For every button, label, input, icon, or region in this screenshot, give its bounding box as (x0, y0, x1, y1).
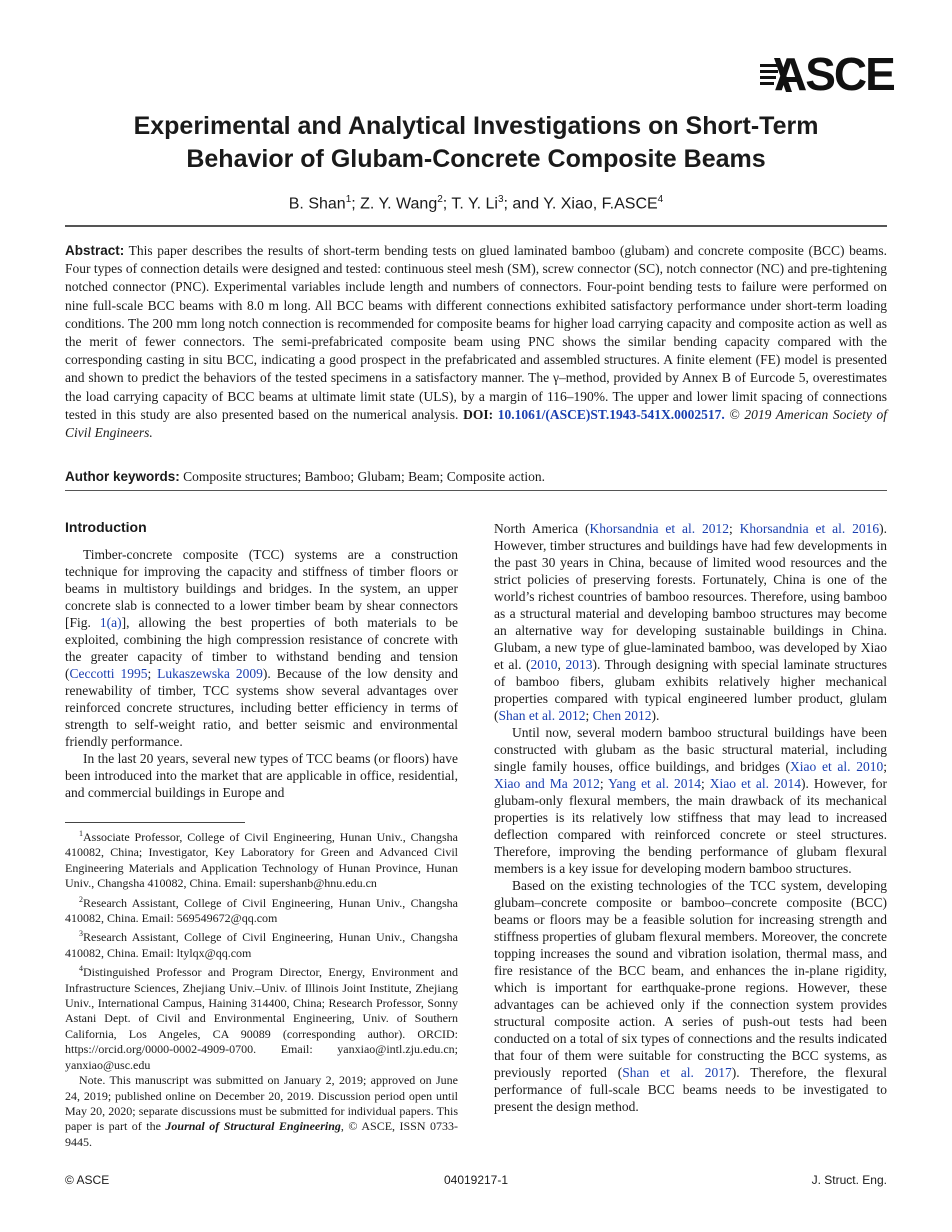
text-run: North America ( (494, 521, 590, 536)
citation-link[interactable]: 2013 (565, 657, 593, 672)
keywords-label: Author keywords: (65, 469, 180, 484)
author-3-affil: 3 (497, 194, 504, 205)
text-run: Based on the existing technologies of the TCC system, developing glubam–concrete composite or bamboo–concrete composite (BCC) beams or floors may be a feasible solution for increasing strength and stiffness properties of glubam flexural members. Moreover, the concrete topping increases the sound and vibration isolation, thermal mass, and fire resistance of the BCC beam, and enhances the in-plane rigidity, which is important for earthquake-prone regions. However, these advantages can be achieved only if the connection system provides structural composite action. A series of push-out tests had been conducted on a total of six types of connections and the results indicated that four of them were suitable for constructing the BCC systems, as previously reported ( (494, 878, 887, 1080)
citation-link[interactable]: Lukaszewska 2009 (157, 666, 263, 681)
footnote-1 (65, 826, 458, 892)
citation-link[interactable]: Shan et al. 2012 (498, 708, 586, 723)
footnote-2 (65, 892, 458, 927)
abstract-bottom-rule (65, 490, 887, 491)
footnote-rule (65, 822, 245, 823)
text-run: ; (883, 759, 887, 774)
doi-label: DOI: (458, 406, 494, 422)
text-run: ; (585, 708, 593, 723)
footnote-text: Distinguished Professor and Program Director, Energy, Environment and Infrastructure Sciences, Zhejiang Univ.–Univ. of Illinois Joint Institute, Zhejiang Univ., International Campus, Haining 314400, China; Research Professor, Sonny Astani Dept. of Civil and Environmental Engineering, Univ. of Southern California, Los Angeles, CA 90089 (corresponding author). ORCID: https://orcid.org/0000-0002-4909-0700. Email: yanxiao@intl.zju.edu.cn; yanxiao@usc.edu (65, 965, 458, 1072)
text-run: ). (651, 708, 660, 723)
author-4: ; and Y. Xiao, F.ASCE (503, 195, 658, 213)
text-run: ). Because of the low density and renewability of timber, TCC systems show several advantages over reinforced concrete structures, including better efficiency in terms of strength to self-weight ratio, and better seismic and environmental friendly performance. (65, 666, 458, 749)
footnotes (65, 826, 458, 1150)
note-text: , © ASCE, ISSN 0733-9445. (65, 1119, 458, 1149)
footnote-text: Research Assistant, College of Civil Engineering, Hunan Univ., Changsha 410082, China. Email: ltylqx@qq.com (65, 930, 458, 960)
footnote-text: Research Assistant, College of Civil Engineering, Hunan Univ., Changsha 410082, China. Email: 569549672@qq.com (65, 895, 458, 926)
note-text: Note. This manuscript was submitted on January 2, 2019; approved on June 24, 2019; published online on December 20, 2019. Discussion period open until May 20, 2020; separate discussions must be submitted for individual papers. This paper is part of the (65, 1073, 458, 1134)
author-list (40, 190, 912, 214)
right-column (494, 520, 887, 1115)
text-run: ; (729, 521, 740, 536)
author-3: ; T. Y. Li (442, 195, 498, 213)
citation-link[interactable]: Khorsandnia et al. 2016 (739, 521, 880, 536)
footnote-4 (65, 961, 458, 1073)
citation-link[interactable]: Xiao et al. 2010 (790, 759, 884, 774)
footnote-marker: 2 (79, 894, 83, 904)
text-run: ). However, timber structures and buildings have had few developments in the past 30 years in China, because of limited wood resources and the strict policies of preserving forests. Fortunately, China is one of the world’s richest countries of bamboo resources. Therefore, using bamboo as a structural material and developing bamboo structures may become an alternative way for developing sustainable buildings in China. Glubam, a new type of glue-laminated bamboo, was developed by Xiao et al. ( (494, 521, 888, 672)
citation-link[interactable]: Xiao and Ma 2012 (494, 776, 600, 791)
text-run: ). However, for glubam-only flexural members, the main drawback of its mechanical properties is its relatively low stiffness that may lead to increased deflection compared with reinforced concrete or steel structures. Therefore, improving the bending performance of glubam flexural members is a key issue for developing modern bamboo structures. (494, 776, 888, 876)
footer-page-id: 04019217-1 (443, 1173, 509, 1187)
abstract-top-rule (65, 225, 887, 227)
footnote-3 (65, 926, 458, 961)
right-paragraph-2 (494, 724, 887, 877)
text-run: Until now, several modern bamboo structural buildings have been constructed with glubam as the basic structural material, including single family houses, office buildings, and bridges ( (494, 725, 887, 774)
author-keywords (65, 468, 887, 486)
text-run: ; (599, 776, 609, 791)
intro-paragraph-1 (65, 546, 458, 750)
title-line-1: Experimental and Analytical Investigations on Short-Term (133, 112, 819, 140)
citation-link[interactable]: Shan et al. 2017 (622, 1065, 732, 1080)
journal-name: Journal of Structural Engineering (165, 1119, 341, 1134)
text-run: ; (147, 666, 158, 681)
text-run: ). Therefore, the flexural performance of full-scale BCC beams needs to be investigated to present the design method. (494, 1065, 887, 1114)
section-heading-introduction: Introduction (65, 519, 147, 535)
figure-link[interactable]: 1(a) (99, 615, 122, 630)
asce-logo (760, 48, 894, 100)
citation-link[interactable]: Xiao et al. 2014 (709, 776, 802, 791)
intro-paragraph-2: In the last 20 years, several new types of TCC beams (or floors) have been introduced into the market that are applicable in office, residential, and commercial buildings in Europe and (65, 751, 458, 800)
footnote-marker: 4 (79, 964, 83, 974)
citation-link[interactable]: Khorsandnia et al. 2012 (589, 521, 729, 536)
keywords-text: Composite structures; Bamboo; Glubam; Beam; Composite action. (179, 469, 545, 484)
author-2-affil: 2 (437, 194, 443, 205)
footnote-marker: 3 (79, 929, 83, 939)
citation-link[interactable]: 2010 (530, 657, 558, 672)
right-paragraph-1 (494, 520, 887, 724)
asce-logo-text: ASCE (774, 48, 894, 100)
text-run: , (557, 657, 566, 672)
abstract-body: This paper describes the results of short-term bending tests on glued laminated bamboo (glubam) and concrete composite (BCC) beams. Four types of connection details were designed and tested: continuous steel mesh (SM), screw connector (SC), notch connector (NC) and pre-tightening notched connector (PNC). Experimental variables include length and numbers of connectors. Four-point bending tests to failure were performed on nine full-scale BCC beams with 8.0 m long. All BCC beams with different connections exhibited satisfactory performance under short-term loading conditions. The 200 mm long notch connection is recommended for composite beams for higher load carrying capacity and composite action as well as the merit of fewer connectors. The semi-prefabricated composite beam using PNC shows the similar bending capacity compared with the corresponding casting in situ BCC, indicating a good prospect in the prefabricated and assembled structures. A finite element (FE) model is presented and shown to predict the behaviors of the tested specimens in a satisfactory manner. The γ–method, provided by Annex B of Eurcode 5, overestimates the load carrying capacity of BCC beams at ultimate limit state (ULS), by a margin of 116–190%. The upper and lower limit spacing of connections tested in this study are also presented based on the numerical analysis. (65, 243, 887, 422)
footnote-text: Associate Professor, College of Civil Engineering, Hunan Univ., Changsha 410082, China; Investigator, Key Laboratory for Green and Advanced Civil Engineering Materials and Application Technology of Hunan Province, Hunan Univ., Changsha 410082, China. Email: supershanb@hnu.edu.cn (65, 830, 458, 891)
author-2: ; Z. Y. Wang (351, 195, 438, 213)
citation-link[interactable]: Chen 2012 (592, 708, 652, 723)
citation-link[interactable]: Yang et al. 2014 (608, 776, 701, 791)
author-1-affil: 1 (345, 194, 352, 205)
footer-journal: J. Struct. Eng. (811, 1173, 887, 1187)
title-line-2: Behavior of Glubam-Concrete Composite Beams (186, 145, 766, 173)
abstract-label: Abstract: (65, 243, 125, 258)
abstract (65, 242, 887, 442)
citation-link[interactable]: Ceccotti 1995 (69, 666, 148, 681)
text-run: ; (701, 776, 710, 791)
doi-link[interactable]: 10.1061/(ASCE)ST.1943-541X.0002517. (493, 406, 725, 422)
author-4-affil: 4 (657, 194, 664, 205)
author-1: B. Shan (288, 195, 346, 213)
text-run: Timber-concrete composite (TCC) systems are a construction technique for improving the capacity and stiffness of timber floors or beams in multistory buildings and bridges. In the system, an upper concrete slab is connected to a lower timber beam by shear connectors [Fig. (65, 547, 458, 630)
left-column (65, 518, 458, 801)
text-run: ). Through designing with special laminate structures of bamboo fibers, glubam exhibits relatively higher mechanical properties compared with typical engineered lumber product, glulam ( (494, 657, 887, 723)
text-run: ], allowing the best properties of both materials to be exploited, combining the high compression resistance of concrete with the greater capacity of timber to withstand bending and tension ( (65, 615, 458, 681)
footer-copyright: © ASCE (65, 1173, 110, 1187)
footnote-marker: 1 (79, 829, 83, 838)
paper-title (40, 110, 912, 176)
right-paragraph-3 (494, 877, 887, 1115)
manuscript-note (65, 1073, 458, 1150)
abstract-copyright: © 2019 American Society of Civil Engineers. (65, 406, 887, 441)
